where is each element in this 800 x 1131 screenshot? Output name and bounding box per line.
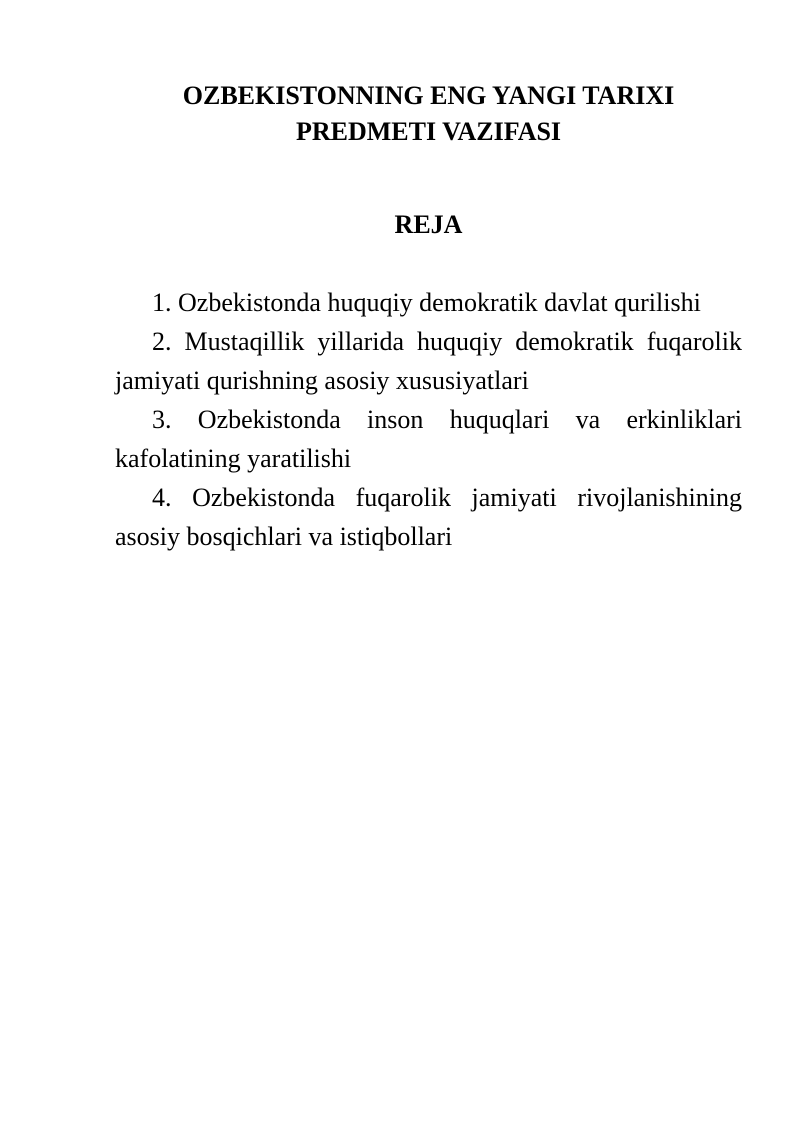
title-line-2: PREDMETI VAZIFASI (295, 117, 562, 146)
plan-item-4: 4. Ozbekistonda fuqarolik jamiyati rivojlanishining asosiy bosqichlari va istiqbollari (115, 483, 742, 551)
document-title (115, 78, 742, 150)
plan-list (115, 283, 742, 556)
plan-heading: REJA (394, 210, 463, 239)
title-line-1: OZBEKISTONNING ENG YANGI TARIXI (182, 81, 675, 110)
plan-item-1: 1. Ozbekistonda huquqiy demokratik davlat qurilishi (152, 288, 701, 317)
plan-item-3: 3. Ozbekistonda inson huquqlari va erkinliklari kafolatining yaratilishi (115, 405, 742, 473)
plan-item-2: 2. Mustaqillik yillarida huquqiy demokratik fuqarolik jamiyati qurishning asosiy xususiyatlari (115, 327, 742, 395)
